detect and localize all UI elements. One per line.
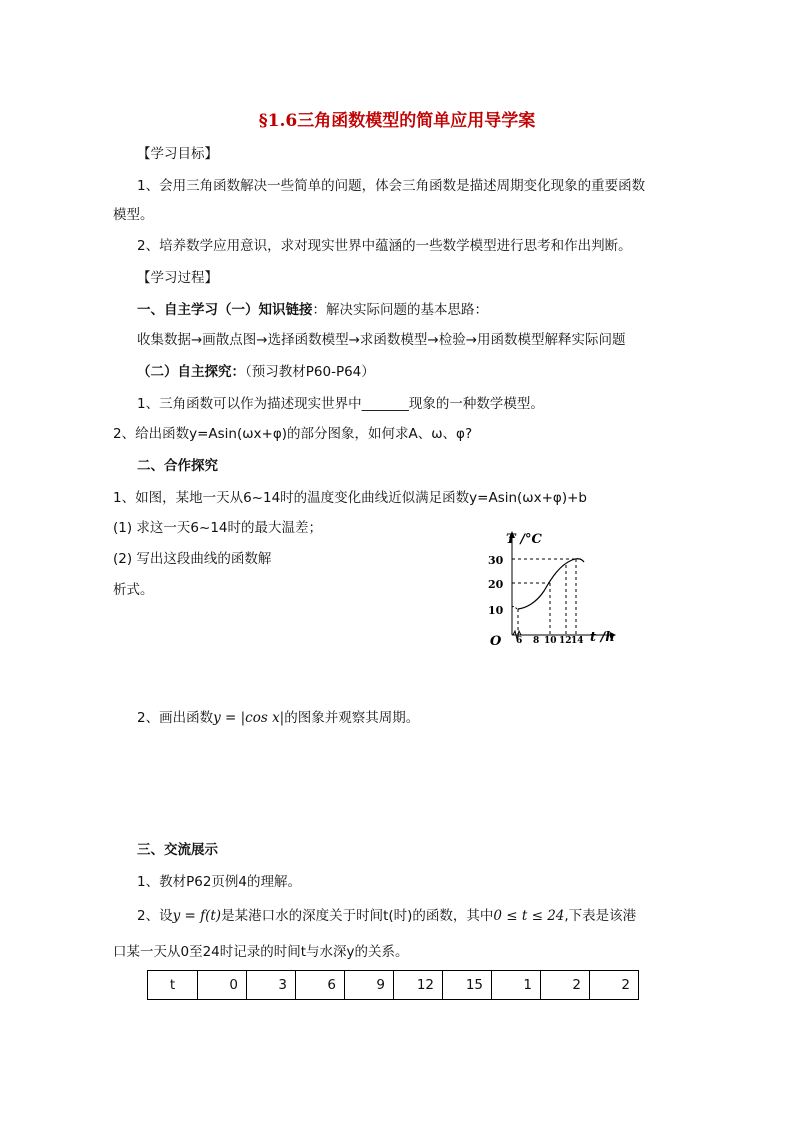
table-cell: 2 (590, 971, 639, 1000)
temperature-graph (480, 525, 620, 650)
part3-question-1: 1、教材P62页例4的理解。 (137, 874, 301, 890)
part1b-heading-line (137, 362, 375, 382)
part2-question-1-sub-2: (2) 写出这段曲线的函数解 (113, 551, 272, 567)
part1-heading-tail: ：解决实际问题的基本思路： (312, 302, 488, 318)
goal-1-line-2: 模型。 (113, 207, 154, 223)
part2-question-1: 1、如图，某地一天从6~14时的温度变化曲线近似满足函数y=Asin(ωx+φ)+b (113, 490, 587, 506)
x-tick-10: 10 (544, 636, 557, 646)
x-tick-12: 12 (559, 636, 572, 646)
x-tick-6: 6 (516, 636, 523, 646)
table-cell: t (148, 971, 198, 1000)
process-heading: 【学习过程】 (137, 270, 218, 286)
part3-heading: 三、交流展示 (137, 842, 218, 858)
part1-flow: 收集数据→画散点图→选择函数模型→求函数模型→检验→用函数模型解释实际问题 (137, 332, 626, 348)
part1-heading-line (137, 300, 488, 320)
page-title: §1.6三角函数模型的简单应用导学案 (258, 111, 536, 131)
goal-2: 2、培养数学应用意识，求对现实世界中蕴涵的一些数学模型进行思考和作出判断。 (137, 238, 632, 254)
part2-question-2-post: 的图象并观察其周期。 (284, 710, 420, 726)
y-tick-30: 30 (488, 554, 504, 567)
table-cell: 15 (443, 971, 492, 1000)
part1b-heading: （二）自主探究： (137, 364, 245, 380)
table-cell: 1 (492, 971, 541, 1000)
table-cell: 0 (198, 971, 247, 1000)
part1b-question-2: 2、给出函数y=Asin(ωx+φ)的部分图象，如何求A、ω、φ? (113, 426, 473, 442)
goals-heading: 【学习目标】 (137, 146, 218, 162)
part2-heading: 二、合作探究 (137, 458, 218, 474)
x-tick-14: 14 (571, 636, 584, 646)
part2-question-2-pre: 2、画出函数 (137, 710, 214, 726)
table-cell: 2 (541, 971, 590, 1000)
x-tick-8: 8 (533, 636, 540, 646)
part3-question-2-pre: 2、设 (137, 908, 173, 924)
part3-question-2 (137, 906, 636, 926)
goal-1-line-1: 1、会用三角函数解决一些简单的问题，体会三角函数是描述周期变化现象的重要函数 (137, 178, 646, 194)
depth-table (147, 970, 639, 1000)
abs-cos-formula: y = |cos x| (213, 710, 285, 726)
part1b-question-1: 1、三角函数可以作为描述现实世界中_______现象的一种数学模型。 (137, 396, 544, 412)
curve-lead-in (512, 606, 518, 609)
table-cell: 3 (247, 971, 296, 1000)
depth-function-formula: y = f(t) (172, 908, 222, 924)
part2-question-2 (137, 708, 419, 728)
part2-question-1-sub-1: (1) 求这一天6~14时的最大温差； (113, 520, 322, 536)
temperature-curve (518, 559, 584, 609)
y-tick-10: 10 (488, 604, 504, 617)
table-cell: 9 (345, 971, 394, 1000)
part3-question-2-post: ,下表是该港 (564, 908, 637, 924)
part3-question-2-mid: 是某港口水的深度关于时间t(时)的函数，其中 (221, 908, 494, 924)
table-row (148, 971, 639, 1000)
time-range-formula: 0 ≤ t ≤ 24 (493, 908, 565, 924)
part1-heading: 一、自主学习（一）知识链接 (137, 302, 313, 318)
part1b-note: （预习教材P60-P64） (245, 364, 375, 380)
part2-question-1-sub-2-cont: 析式。 (113, 582, 154, 598)
table-cell: 6 (296, 971, 345, 1000)
part3-question-2-line-2: 口某一天从0至24时记录的时间t与水深y的关系。 (113, 944, 409, 960)
y-tick-20: 20 (488, 578, 504, 591)
y-axis-label: T /°C (506, 532, 542, 547)
origin-label: O (490, 634, 502, 649)
table-cell: 12 (394, 971, 443, 1000)
x-axis-label: t /h (590, 630, 615, 645)
